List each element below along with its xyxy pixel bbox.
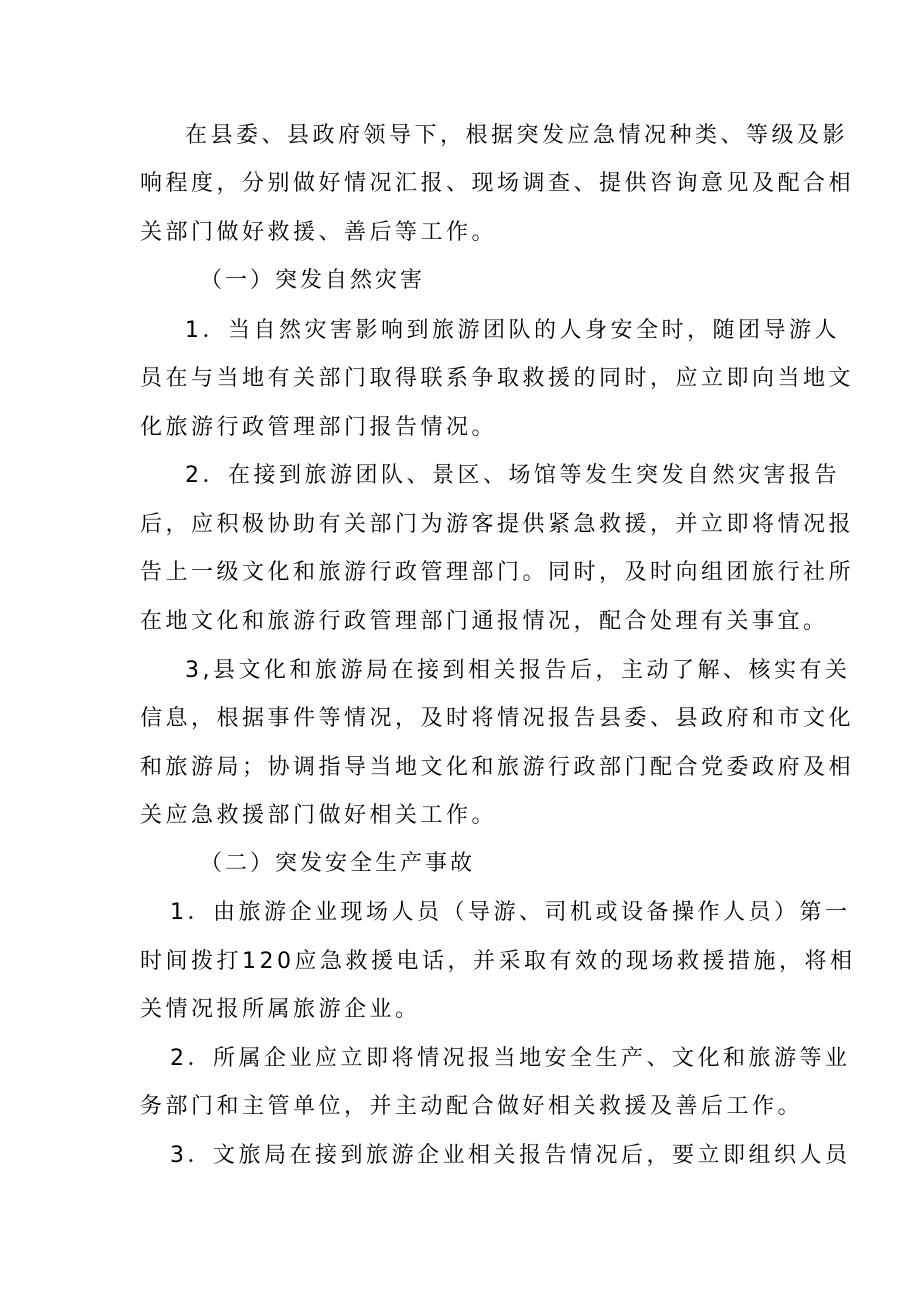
text-line: 3,县文化和旅游局在接到相关报告后，主动了解、核实有关: [185, 658, 851, 683]
text-line: 在地文化和旅游行政管理部门通报情况，配合处理有关事宜。: [140, 609, 829, 634]
text-line: 2．所属企业应立即将情况报当地安全生产、文化和旅游等业: [170, 1046, 851, 1071]
text-line: 关应急救援部门做好相关工作。: [140, 803, 498, 828]
text-line: 响程度，分别做好情况汇报、现场调查、提供咨询意见及配合相: [140, 171, 855, 196]
text-line: 后，应积极协助有关部门为游客提供紧急救援，并立即将情况报: [140, 512, 855, 537]
text-line: 1．由旅游企业现场人员（导游、司机或设备操作人员）第一: [170, 900, 851, 925]
section-heading-safety-accident: （二）突发安全生产事故: [200, 851, 476, 876]
text-line: 关部门做好救援、善后等工作。: [140, 220, 498, 245]
text-line: 化旅游行政管理部门报告情况。: [140, 415, 498, 440]
text-line: 时间拨打120应急救援电话，并采取有效的现场救援措施，将相: [140, 949, 856, 974]
text-line: 2．在接到旅游团队、景区、场馆等发生突发自然灾害报告: [185, 463, 840, 488]
text-line: 1．当自然灾害影响到旅游团队的人身安全时，随团导游人: [185, 318, 840, 343]
text-line: 员在与当地有关部门取得联系争取救援的同时，应立即向当地文: [140, 366, 855, 391]
text-line: 3．文旅局在接到旅游企业相关报告情况后，要立即组织人员: [170, 1143, 851, 1168]
text-line: 关情况报所属旅游企业。: [140, 997, 421, 1022]
text-line: 在县委、县政府领导下，根据突发应急情况种类、等级及影: [185, 123, 849, 148]
text-line: 和旅游局；协调指导当地文化和旅游行政部门配合党委政府及相: [140, 755, 855, 780]
text-line: 务部门和主管单位，并主动配合做好相关救援及善后工作。: [140, 1094, 804, 1119]
text-line: 信息，根据事件等情况，及时将情况报告县委、县政府和市文化: [140, 706, 855, 731]
section-heading-natural-disaster: （一）突发自然灾害: [200, 268, 426, 293]
text-line: 告上一级文化和旅游行政管理部门。同时，及时向组团旅行社所: [140, 560, 855, 585]
